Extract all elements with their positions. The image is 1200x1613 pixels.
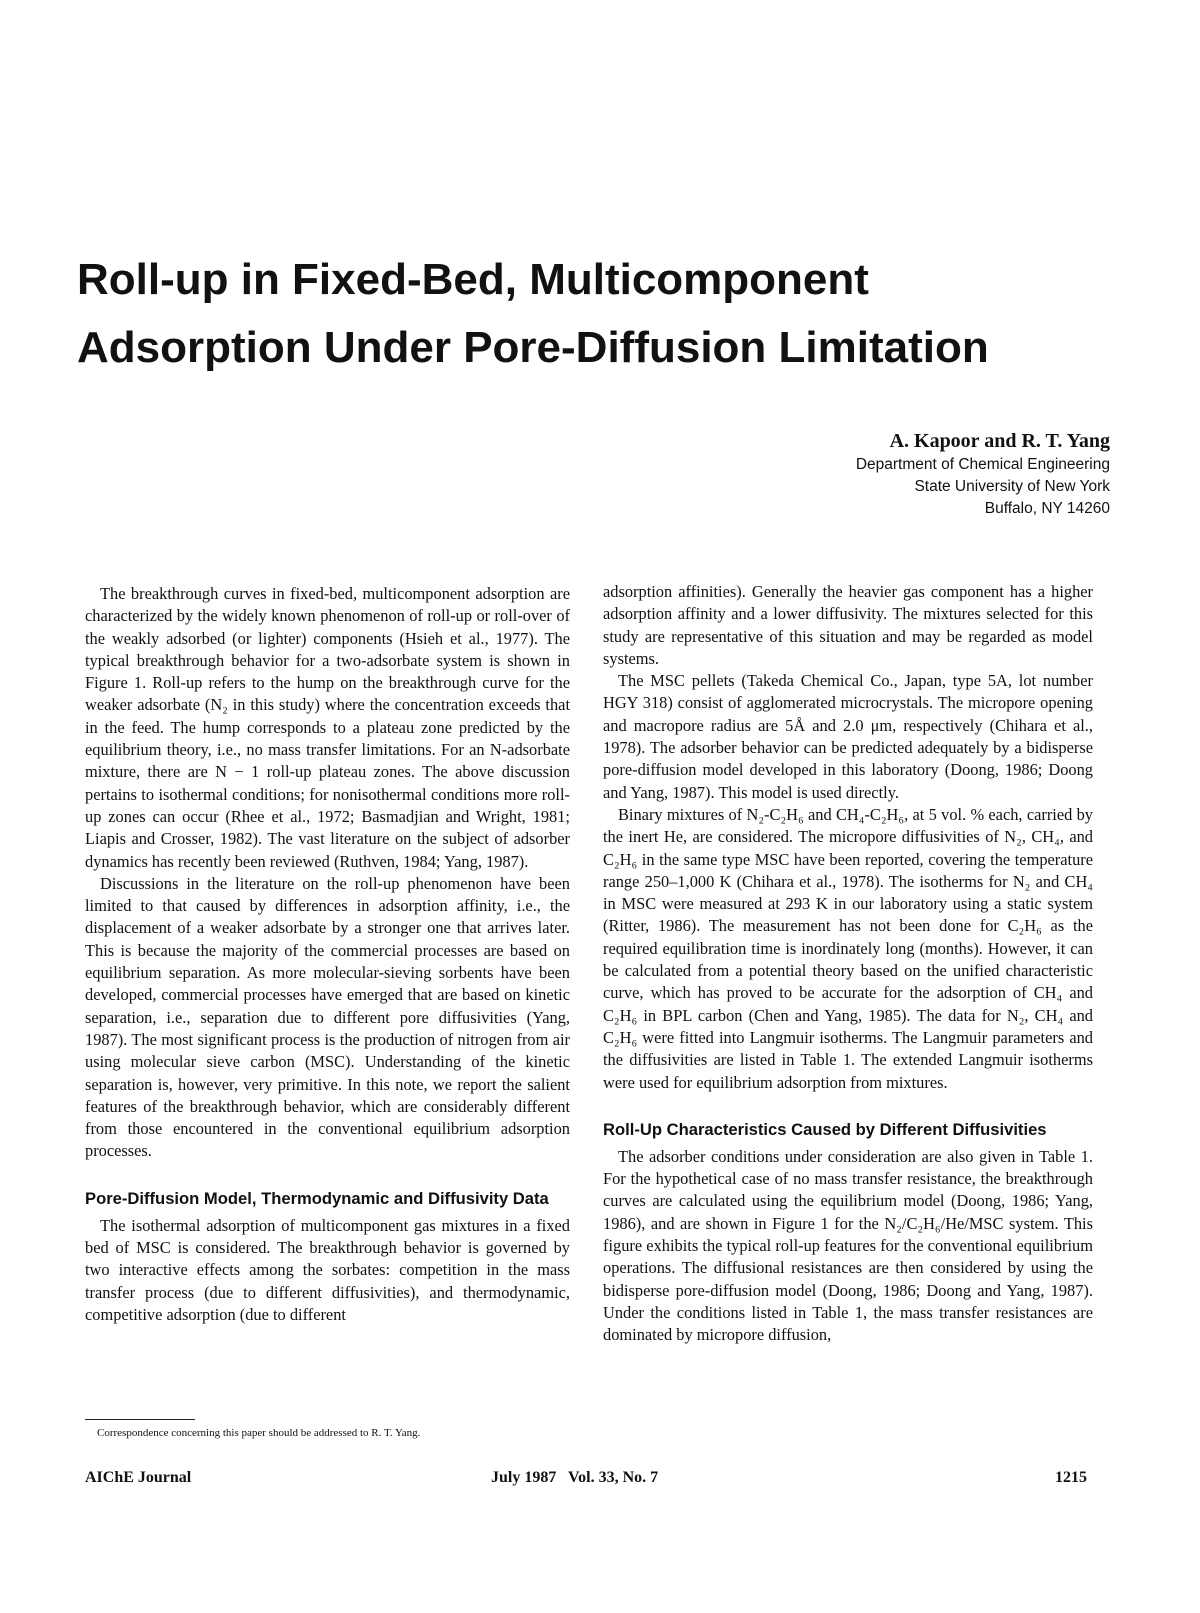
left-column bbox=[85, 583, 570, 1326]
model-paragraph-3: Binary mixtures of N₂-C₂H₆ and CH₄-C₂H₆, at 5 vol. % each, carried by the inert He, are considered. The micropore diffusivities of N₂, CH₄, and C₂H₆ in the same type MSC have been reported, covering the temperature range 250–1,000 K (Chihara et al., 1978). The isotherms for N₂ and CH₄ in MSC were measured at 293 K in our laboratory using a static system (Ritter, 1986). The measurement has not been done for C₂H₆ as the required equilibration time is inordinately long (months). However, it can be calculated from a potential theory based on the unified characteristic curve, which has proved to be accurate for the adsorption of CH₄ and C₂H₆ in BPL carbon (Chen and Yang, 1985). The data for N₂, CH₄ and C₂H₆ were fitted into Langmuir isotherms. The Langmuir parameters and the diffusivities are listed in Table 1. The extended Langmuir isotherms were used for equilibrium adsorption from mixtures. bbox=[603, 804, 1093, 1092]
footnote-rule bbox=[85, 1419, 195, 1420]
intro-paragraph-2: Discussions in the literature on the roll-up phenomenon have been limited to that caused by differences in adsorption affinity, i.e., the displacement of a weaker adsorbate by a stronger one that arrives later. This is because the majority of the commercial processes are based on equilibrium separation. As more molecular-sieving sorbents have been developed, commercial processes have emerged that are based on kinetic separation, i.e., separation due to different pore diffusivities (Yang, 1987). The most significant process is the production of nitrogen from air using molecular sieve carbon (MSC). Understanding of the kinetic separation is, however, very primitive. In this note, we report the salient features of the breakthrough behavior, which are considerably different from those encountered in the conventional equilibrium adsorption processes. bbox=[85, 873, 570, 1161]
section-heading-model: Pore-Diffusion Model, Thermodynamic and Diffusivity Data bbox=[85, 1188, 549, 1208]
footer-page-number: 1215 bbox=[1055, 1469, 1087, 1486]
author-block bbox=[856, 428, 1110, 520]
model-paragraph-2: The MSC pellets (Takeda Chemical Co., Japan, type 5A, lot number HGY 318) consist of agglomerated microcrystals. The micropore opening and macropore radius are 5Å and 2.0 μm, respectively (Chihara et al., 1978). The adsorber behavior can be predicted adequately by a bidisperse pore-diffusion model developed in this laboratory (Doong, 1986; Doong and Yang, 1987). This model is used directly. bbox=[603, 671, 1093, 802]
right-column bbox=[603, 581, 1093, 1347]
author-names: A. Kapoor and R. T. Yang bbox=[889, 430, 1110, 452]
footer-issue: July 1987 Vol. 33, No. 7 bbox=[491, 1469, 659, 1486]
affiliation-department: Department of Chemical Engineering bbox=[855, 456, 1110, 473]
intro-paragraph-1: The breakthrough curves in fixed-bed, multicomponent adsorption are characterized by the widely known phenomenon of roll-up or roll-over of the weakly adsorbed (or lighter) components (Hsieh et al., 1977). The typical breakthrough behavior for a two-adsorbate system is shown in Figure 1. Roll-up refers to the hump on the breakthrough curve for the weaker adsorbate (N₂ in this study) where the concentration exceeds that in the feed. The hump corresponds to a plateau zone predicted by the equilibrium theory, i.e., no mass transfer limitations. For an N-adsorbate mixture, there are N − 1 roll-up plateau zones. The above discussion pertains to isothermal conditions; for nonisothermal conditions more roll-up zones can occur (Rhee et al., 1972; Basmadjian and Wright, 1981; Liapis and Crosser, 1982). The vast literature on the subject of adsorber dynamics has recently been reviewed (Ruthven, 1984; Yang, 1987). bbox=[85, 584, 570, 871]
footnote: Correspondence concerning this paper should be addressed to R. T. Yang. bbox=[97, 1427, 421, 1439]
rollup-paragraph-1: The adsorber conditions under consideration are also given in Table 1. For the hypothetical case of no mass transfer resistance, the breakthrough curves are calculated using the equilibrium model (Doong, 1986; Yang, 1986), and are shown in Figure 1 for the N₂/C₂H₆/He/MSC system. This figure exhibits the typical roll-up features for the conventional equilibrium operations. The diffusional resistances are then considered by using the bidisperse pore-diffusion model (Doong, 1986; Doong and Yang, 1987). Under the conditions listed in Table 1, the mass transfer resistances are dominated by micropore diffusion, bbox=[603, 1146, 1093, 1345]
affiliation-university: State University of New York bbox=[914, 478, 1110, 495]
section-heading-rollup: Roll-Up Characteristics Caused by Different Diffusivities bbox=[603, 1119, 1047, 1139]
title-line-2: Adsorption Under Pore-Diffusion Limitation bbox=[77, 323, 989, 372]
model-paragraph-1-continued: adsorption affinities). Generally the heavier gas component has a higher adsorption affinity and a lower diffusivity. The mixtures selected for this study are representative of this situation and may be regarded as model systems. bbox=[603, 582, 1093, 668]
paper-title bbox=[77, 246, 1137, 382]
model-paragraph-1: The isothermal adsorption of multicomponent gas mixtures in a fixed bed of MSC is considered. The breakthrough behavior is governed by two interactive effects among the sorbates: competition in the mass transfer process (due to different diffusivities), and thermodynamic, competitive adsorption (due to different bbox=[85, 1215, 570, 1324]
footer-journal: AIChE Journal bbox=[85, 1469, 192, 1486]
affiliation-city: Buffalo, NY 14260 bbox=[984, 500, 1110, 517]
title-line-1: Roll-up in Fixed-Bed, Multicomponent bbox=[77, 255, 869, 304]
